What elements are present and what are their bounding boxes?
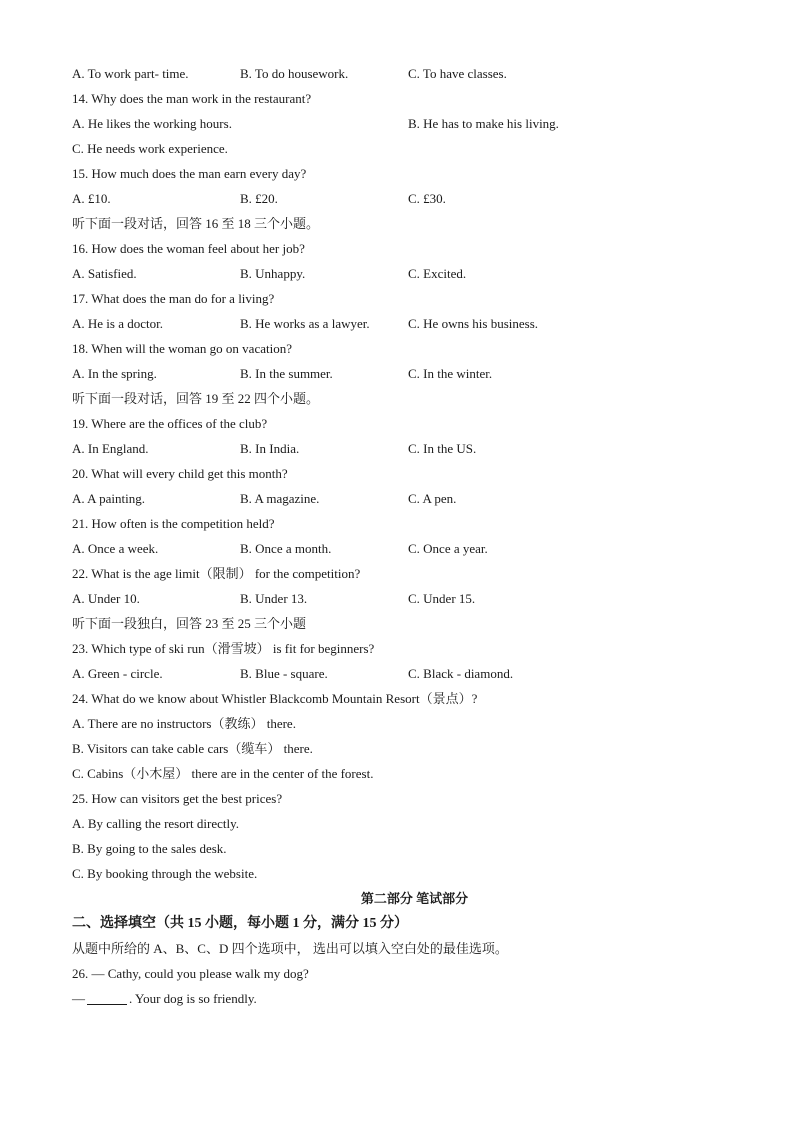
q23-option-c[interactable]: C. Black - diamond.	[408, 666, 514, 681]
q23-question: 23. Which type of ski run（滑雪坡） is fit for beginners?	[72, 641, 375, 656]
q21-options	[72, 536, 722, 561]
q15-option-b[interactable]: B. £20.	[240, 191, 278, 206]
q22-question: 22. What is the age limit（限制） for the competition?	[72, 566, 361, 581]
part2-title: 第二部分 笔试部分	[360, 891, 469, 906]
q14-question: 14. Why does the man work in the restaurant?	[72, 91, 312, 106]
q19-option-b[interactable]: B. In India.	[240, 441, 300, 456]
q19-option-a[interactable]: A. In England.	[72, 441, 149, 456]
q18-option-a[interactable]: A. In the spring.	[72, 366, 157, 381]
section-16-18-instruction: 听下面一段对话，回答 16 至 18 三个小题。	[72, 216, 320, 231]
q20-question: 20. What will every child get this month?	[72, 466, 288, 481]
q24-option-c[interactable]: C. Cabins（小木屋） there are in the center of the forest.	[72, 766, 374, 781]
q19-option-c[interactable]: C. In the US.	[408, 441, 477, 456]
q26-reply-text: . Your dog is so friendly.	[129, 991, 257, 1006]
q25-option-c[interactable]: C. By booking through the website.	[72, 866, 258, 881]
q21-option-a[interactable]: A. Once a week.	[72, 541, 159, 556]
q23-option-a[interactable]: A. Green - circle.	[72, 666, 163, 681]
q20-option-b[interactable]: B. A magazine.	[240, 491, 320, 506]
q25-option-a[interactable]: A. By calling the resort directly.	[72, 816, 240, 831]
section-19-22-instruction: 听下面一段对话，回答 19 至 22 四个小题。	[72, 391, 320, 406]
q20-option-c[interactable]: C. A pen.	[408, 491, 457, 506]
q20-option-a[interactable]: A. A painting.	[72, 491, 145, 506]
q26-answer-blank[interactable]	[87, 990, 127, 1005]
q23-options	[72, 661, 722, 686]
section-23-25-instruction: 听下面一段独白，回答 23 至 25 三个小题	[72, 616, 307, 631]
q16-option-a[interactable]: A. Satisfied.	[72, 266, 137, 281]
q17-option-c[interactable]: C. He owns his business.	[408, 316, 539, 331]
exam-page	[72, 61, 722, 1011]
q24-option-b[interactable]: B. Visitors can take cable cars（缆车） there.	[72, 741, 313, 756]
q16-option-b[interactable]: B. Unhappy.	[240, 266, 306, 281]
q16-option-c[interactable]: C. Excited.	[408, 266, 467, 281]
q26-reply-dash: —	[72, 991, 85, 1006]
q21-option-b[interactable]: B. Once a month.	[240, 541, 332, 556]
q15-question: 15. How much does the man earn every day?	[72, 166, 307, 181]
q22-option-b[interactable]: B. Under 13.	[240, 591, 308, 606]
q13-options	[72, 61, 722, 86]
q20-options	[72, 486, 722, 511]
q19-options	[72, 436, 722, 461]
q25-option-b[interactable]: B. By going to the sales desk.	[72, 841, 227, 856]
q13-option-b[interactable]: B. To do housework.	[240, 66, 349, 81]
q15-options	[72, 186, 722, 211]
q18-question: 18. When will the woman go on vacation?	[72, 341, 292, 356]
q14-options	[72, 111, 722, 136]
q14-option-a[interactable]: A. He likes the working hours.	[72, 116, 232, 131]
q15-option-a[interactable]: A. £10.	[72, 191, 111, 206]
q15-option-c[interactable]: C. £30.	[408, 191, 446, 206]
q16-question: 16. How does the woman feel about her job?	[72, 241, 305, 256]
section2-instruction: 从题中所给的 A、B、C、D 四个选项中， 选出可以填入空白处的最佳选项。	[72, 941, 508, 956]
q22-option-c[interactable]: C. Under 15.	[408, 591, 476, 606]
q17-option-a[interactable]: A. He is a doctor.	[72, 316, 163, 331]
q24-option-a[interactable]: A. There are no instructors（教练） there.	[72, 716, 296, 731]
q21-question: 21. How often is the competition held?	[72, 516, 275, 531]
q18-option-c[interactable]: C. In the winter.	[408, 366, 493, 381]
q13-option-c[interactable]: C. To have classes.	[408, 66, 507, 81]
q17-question: 17. What does the man do for a living?	[72, 291, 275, 306]
q23-option-b[interactable]: B. Blue - square.	[240, 666, 328, 681]
section2-heading: 二、选择填空（共 15 小题，每小题 1 分，满分 15 分）	[72, 916, 408, 931]
q19-question: 19. Where are the offices of the club?	[72, 416, 268, 431]
q22-options	[72, 586, 722, 611]
q14-option-b[interactable]: B. He has to make his living.	[408, 116, 559, 131]
q18-option-b[interactable]: B. In the summer.	[240, 366, 333, 381]
q17-option-b[interactable]: B. He works as a lawyer.	[240, 316, 370, 331]
q26-question: 26. — Cathy, could you please walk my dog?	[72, 966, 309, 981]
q26-reply	[72, 986, 722, 1011]
q21-option-c[interactable]: C. Once a year.	[408, 541, 488, 556]
q25-question: 25. How can visitors get the best prices?	[72, 791, 283, 806]
q17-options	[72, 311, 722, 336]
q18-options	[72, 361, 722, 386]
q22-option-a[interactable]: A. Under 10.	[72, 591, 140, 606]
q16-options	[72, 261, 722, 286]
q14-option-c[interactable]: C. He needs work experience.	[72, 141, 228, 156]
q13-option-a[interactable]: A. To work part- time.	[72, 66, 189, 81]
q24-question: 24. What do we know about Whistler Blackcomb Mountain Resort（景点）?	[72, 691, 478, 706]
